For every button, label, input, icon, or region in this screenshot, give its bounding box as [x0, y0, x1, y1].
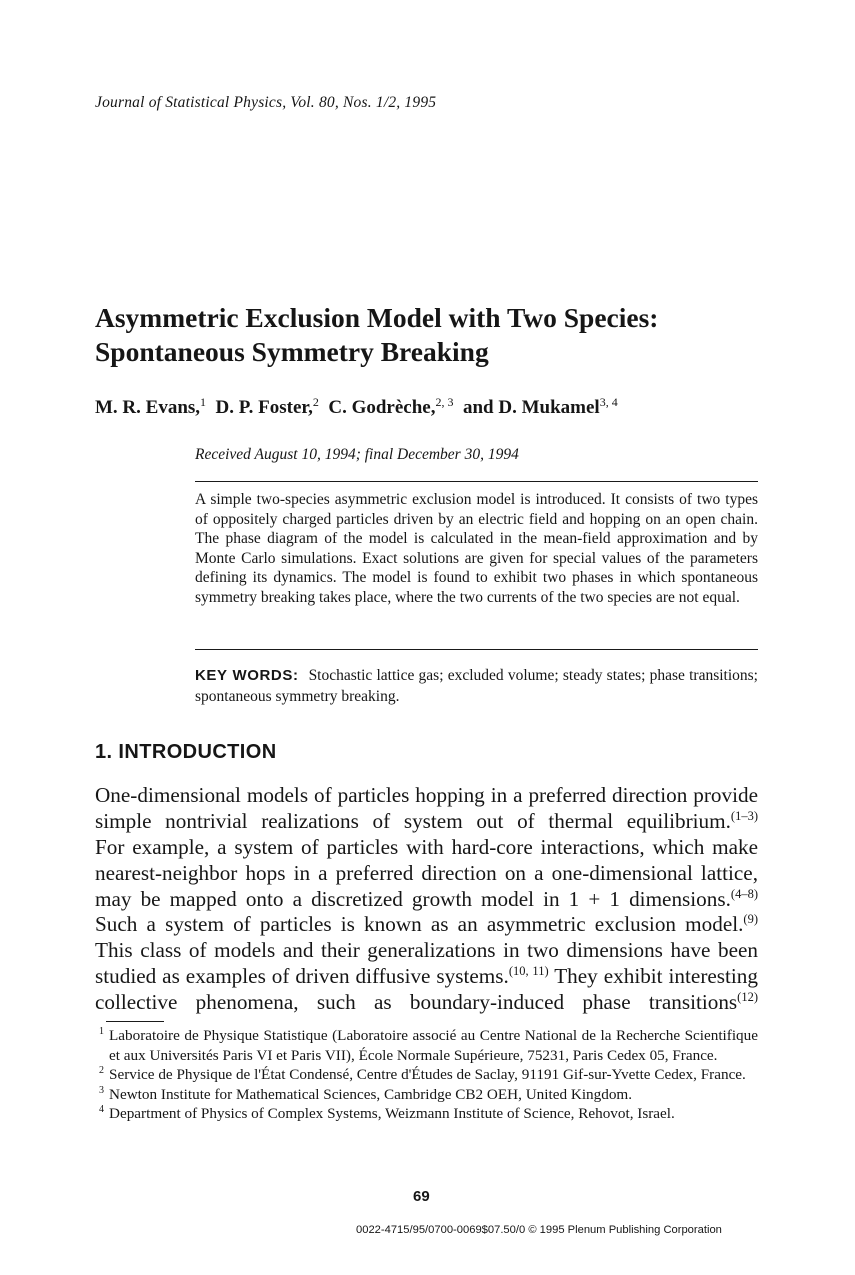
author-3: C. Godrèche,$^{2, 3}$: [328, 395, 454, 418]
footnote-rule: [106, 1021, 164, 1022]
footnote-number: 4: [99, 1104, 104, 1115]
intro-line: One-dimensional models of particles hopping in a preferred direction provide: [95, 783, 758, 807]
citation: (4–8): [730, 886, 758, 901]
footnote-1: 1 Laboratoire de Physique Statistique (Laboratoire associé au Centre National de la Recherche Scientifique et aux Universités Paris VI et Paris VII), École Normale Supérieure, 75231, Paris Cedex 05, France.: [95, 1026, 758, 1065]
intro-line: Such a system of particles is known as an asymmetric exclusion model.$^{(9)}$: [95, 912, 758, 937]
author-list: [95, 397, 618, 419]
keywords: [195, 665, 758, 707]
introduction-paragraph: [95, 783, 758, 1016]
intro-line: This class of models and their generalizations in two dimensions have been: [95, 938, 758, 963]
received-dates: Received August 10, 1994; final December 30, 1994: [195, 446, 519, 463]
citation: (12): [737, 990, 758, 1005]
footnote-3: 3 Newton Institute for Mathematical Sciences, Cambridge CB2 OEH, United Kingdom.: [95, 1085, 758, 1105]
author-1: M. R. Evans,$^1$: [95, 395, 207, 418]
abstract: A simple two-species asymmetric exclusion model is introduced. It consists of two types of oppositely charged particles driven by an electric field and hopping on an open chain. The phase diagram of the model is calculated in the mean-field approximation and by Monte Carlo simulations. Exact solutions are given for special values of the parameters defining its dynamics. The model is found to exhibit two phases in which spontaneous symmetry breaking takes place, where the two currents of the two species are not equal.: [195, 491, 758, 606]
affiliation-mark: 1: [200, 395, 207, 409]
intro-line: For example, a system of particles with hard-core interactions, which make: [95, 834, 758, 859]
keywords-label: KEY WORDS:: [195, 667, 299, 684]
abstract-bottom-rule: [195, 649, 758, 650]
footnotes: [95, 1026, 758, 1124]
footnote-number: 1: [99, 1026, 104, 1037]
citation: (10, 11): [508, 964, 549, 979]
intro-line: studied as examples of driven diffusive systems.$^{(10, 11)}$ They exhibit interesting: [95, 964, 758, 989]
intro-line: nearest-neighbor hops in a preferred direction on a one-dimensional lattice,: [95, 860, 758, 885]
copyright-line: 0022-4715/95/0700-0069$07.50/0 © 1995 Plenum Publishing Corporation: [356, 1224, 722, 1236]
footnote-number: 2: [99, 1065, 104, 1076]
intro-line: collective phenomena, such as boundary-induced phase transitions$^{(12)}$: [95, 990, 758, 1015]
abstract-top-rule: [195, 481, 758, 482]
citation: (9): [743, 912, 758, 927]
page-number: 69: [413, 1188, 430, 1205]
intro-line: may be mapped onto a discretized growth model in 1 + 1 dimensions.$^{(4-8)}$: [95, 886, 758, 911]
footnote-number: 3: [99, 1084, 104, 1096]
affiliation-mark: 2: [312, 395, 319, 409]
author-4: and D. Mukamel$^{3, 4}$: [462, 395, 618, 418]
title-line-1: Asymmetric Exclusion Model with Two Species:: [95, 302, 659, 333]
affiliation-mark: 3, 4: [599, 395, 618, 409]
footnote-2: 2 Service de Physique de l'État Condensé, Centre d'Études de Saclay, 91191 Gif-sur-Yvette Cedex, France.: [95, 1065, 758, 1085]
intro-line: simple nontrivial realizations of system out of thermal equilibrium.$^{(1-3)}$: [95, 808, 758, 833]
paper-title: [95, 301, 795, 369]
affiliation-mark: 2, 3: [435, 395, 454, 409]
citation: (1–3): [730, 808, 758, 823]
section-heading: 1. INTRODUCTION: [95, 741, 277, 763]
author-2: D. P. Foster,$^2$: [215, 395, 319, 418]
keywords-text: Stochastic lattice gas; excluded volume; steady states; phase transitions; spontaneous symmetry breaking.: [195, 667, 758, 705]
footnote-4: 4 Department of Physics of Complex Systems, Weizmann Institute of Science, Rehovot, Israel.: [95, 1104, 758, 1124]
journal-citation: Journal of Statistical Physics, Vol. 80, Nos. 1/2, 1995: [95, 94, 437, 111]
title-line-2: Spontaneous Symmetry Breaking: [95, 336, 489, 367]
